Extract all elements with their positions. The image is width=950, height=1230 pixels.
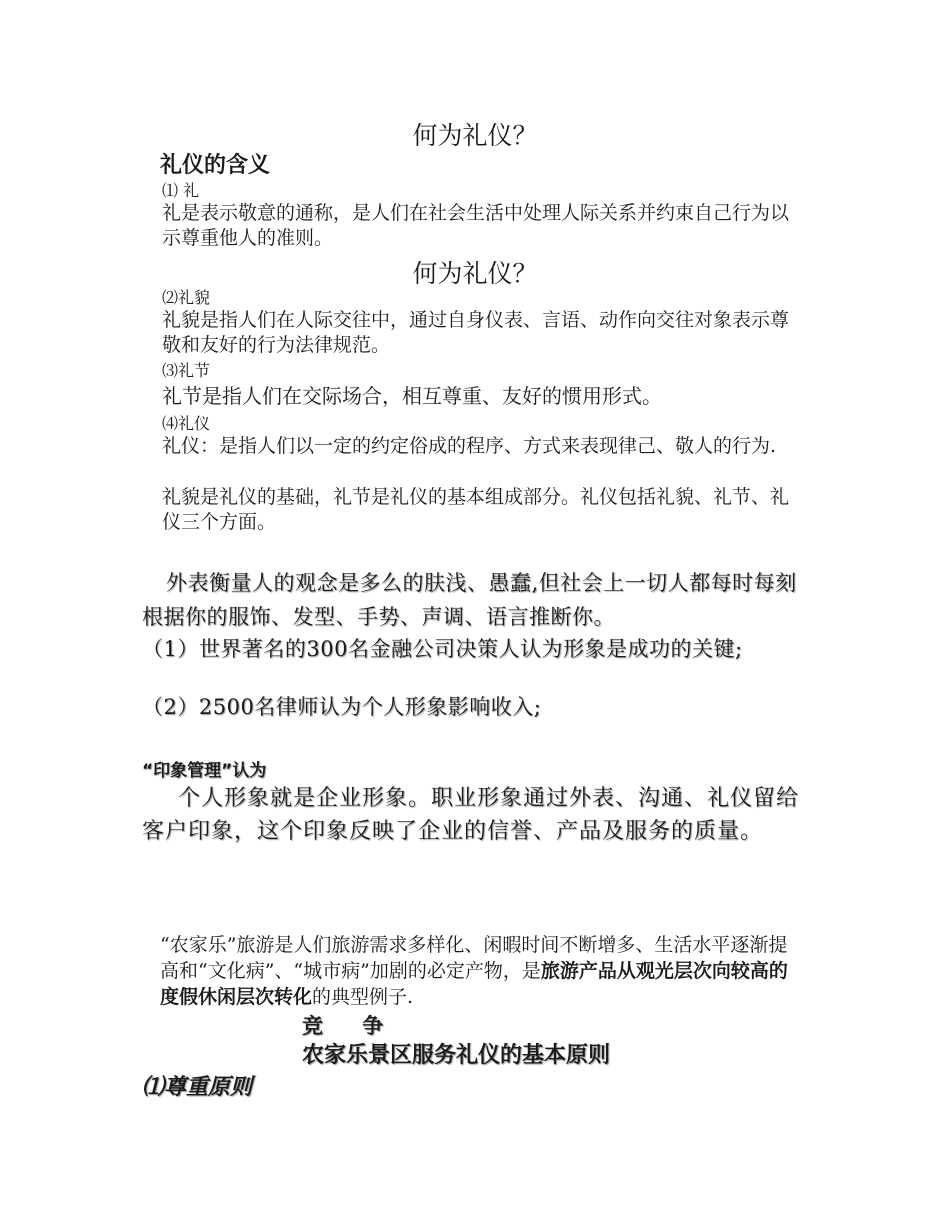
item-label-lijie: ⑶礼节 — [162, 361, 211, 380]
principle-title: 农家乐景区服务礼仪的基本原则 — [302, 1042, 611, 1068]
page-title-2: 何为礼仪？ — [412, 259, 538, 288]
point-lawyers: （2）2500名律师认为个人形象影响收入; — [142, 695, 542, 719]
competition-heading: 竞 争 — [302, 1013, 400, 1038]
impression-paragraph: 个人形象就是企业形象。职业形象通过外表、沟通、礼仪留给客户印象，这个印象反映了企业的信誉、产品及服务的质量。 — [142, 786, 800, 844]
nongjiale-text-bold: 旅游产品从观光层次向较高的度假休闲层次转化 — [160, 960, 788, 1008]
summary-text: 礼貌是礼仪的基础，礼节是礼仪的基本组成部分。礼仪包括礼貌、礼节、礼仪三个方面。 — [162, 486, 790, 533]
item-label-liyi: ⑷礼仪 — [162, 414, 211, 433]
item-text-li: 礼是表示敬意的通称，是人们在社会生活中处理人际关系并约束自己行为以示尊重他人的准则。 — [162, 202, 790, 249]
item-text-lijie: 礼节是指人们在交际场合，相互尊重、友好的惯用形式。 — [162, 384, 662, 408]
point-financial: （1）世界著名的300名金融公司决策人认为形象是成功的关键; — [142, 637, 743, 661]
nongjiale-text-end: 的典型例子. — [312, 986, 414, 1008]
appearance-paragraph: 外表衡量人的观念是多么的肤浅、愚蠢,但社会上一切人都每时每刻根据你的服饰、发型、手势、声调、语言推断你。 — [142, 571, 797, 629]
nongjiale-paragraph — [160, 932, 805, 1010]
heading-etiquette-meaning: 礼仪的含义 — [160, 152, 271, 178]
item-text-liyi: 礼仪：是指人们以一定的约定俗成的程序、方式来表现律己、敬人的行为. — [162, 435, 777, 457]
nongjiale-text-start: “农家乐”旅游是人们旅游需求多样化、闲暇时间不断增多、生活水平逐渐提高和“文化病”、“城市病”加剧的必定产物，是 — [160, 934, 788, 982]
item-text-limao: 礼貌是指人们在人际交往中，通过自身仪表、言语、动作向交往对象表示尊敬和友好的行为法律规范。 — [162, 309, 790, 356]
item-label-li: ⑴ 礼 — [162, 181, 200, 200]
page-title-1: 何为礼仪？ — [412, 121, 538, 150]
heading-impression-management: “印象管理”认为 — [142, 761, 267, 781]
principle-respect: ⑴尊重原则 — [142, 1074, 253, 1100]
item-label-limao: ⑵礼貌 — [162, 288, 211, 307]
